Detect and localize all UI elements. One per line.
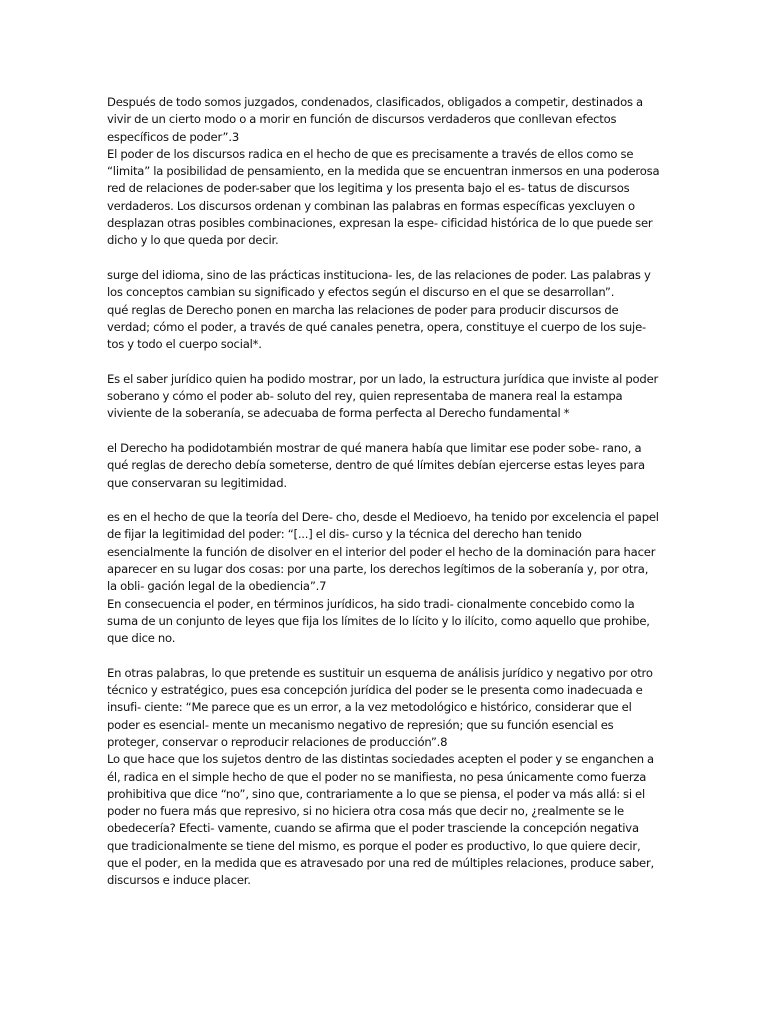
paragraph-gap [107,492,661,509]
paragraph-7: es en el hecho de que la teoría del Dere- cho, desde el Medioevo, ha tenido por excelencia el papel de fijar la legitimidad del poder: “[...] el dis- curso y la técnica del derecho han tenido esencialmente la función de disolver en el interior del poder el hecho de la dominación para hacer aparecer en su lugar dos cosas: por una parte, los derechos legítimos de la soberanía y, por otra, la obli- gación legal de la obediencia”.7 [107,510,659,594]
paragraph-5: Es el saber jurídico quien ha podido mostrar, por un lado, la estructura jurídica que inviste al poder soberano y cómo el poder ab- soluto del rey, quien representaba de manera real la estampa viviente de la soberanía, se adecuaba de forma perfecta al Derecho fundamental * [107,371,659,421]
paragraph-6: el Derecho ha podidotambién mostrar de qué manera había que limitar ese poder sobe- rano, a qué reglas de derecho debía someterse, dentro de qué límites debían ejercerse estas leyes para que conservaran su legitimidad. [107,440,645,490]
paragraph-8: En consecuencia el poder, en términos jurídicos, ha sido tradi- cionalmente concebido como la suma de un conjunto de leyes que fija los límites de lo lícito y lo ilícito, como aquello que prohibe, que dice no. [107,596,650,646]
paragraph-4: qué reglas de Derecho ponen en marcha las relaciones de poder para producir discursos de verdad; cómo el poder, a través de qué canales penetra, opera, constituye el cuerpo de los suje- tos y todo el cuerpo social*. [107,302,646,352]
document-body [107,94,661,890]
paragraph-2: El poder de los discursos radica en el hecho de que es precisamente a través de ellos como se “limita” la posibilidad de pensamiento, en la medida que se encuentran inmersos en una poderosa red de relaciones de poder-saber que los legitima y los presenta bajo el es- tatus de discursos verdaderos. Los discursos ordenan y combinan las palabras en formas específicas yexcluyen o desplazan otras posibles combinaciones, expresan la espe- cificidad histórica de lo que puede ser dicho y lo que queda por decir. [107,146,660,248]
paragraph-gap [107,250,661,267]
paragraph-3: surge del idioma, sino de las prácticas instituciona- les, de las relaciones de poder. Las palabras y los conceptos cambian su significado y efectos según el discurso en el que se desarrollan”. [107,267,651,300]
paragraph-10: Lo que hace que los sujetos dentro de las distintas sociedades acepten el poder y se enganchen a él, radica en el simple hecho de que el poder no se manifiesta, no pesa únicamente como fuerza prohibitiva que dice “no”, sino que, contrariamente a lo que se piensa, el poder va más allá: si el poder no fuera más que represivo, si no hiciera otra cosa más que decir no, ¿realmente se le obedecería? Efecti- vamente, cuando se afirma que el poder trasciende la concepción negativa que tradicionalmente se tiene del mismo, es porque el poder es productivo, lo que quiere decir, que el poder, en la medida que es atravesado por una red de múltiples relaciones, produce saber, discursos e induce placer. [107,752,654,888]
paragraph-gap [107,423,661,440]
paragraph-gap [107,648,661,665]
paragraph-9: En otras palabras, lo que pretende es sustituir un esquema de análisis jurídico y negativo por otro técnico y estratégico, pues esa concepción jurídica del poder se le presenta como inadecuada e insufi- ciente: “Me parece que es un error, a la vez metodológico e histórico, considerar que el poder es esencial- mente un mecanismo negativo de represión; que su función esencial es proteger, conservar o reproducir relaciones de producción”.8 [107,665,653,749]
paragraph-gap [107,353,661,370]
paragraph-1: Después de todo somos juzgados, condenados, clasificados, obligados a competir, destinados a vivir de un cierto modo o a morir en función de discursos verdaderos que conllevan efectos específicos de poder”.3 [107,95,643,144]
